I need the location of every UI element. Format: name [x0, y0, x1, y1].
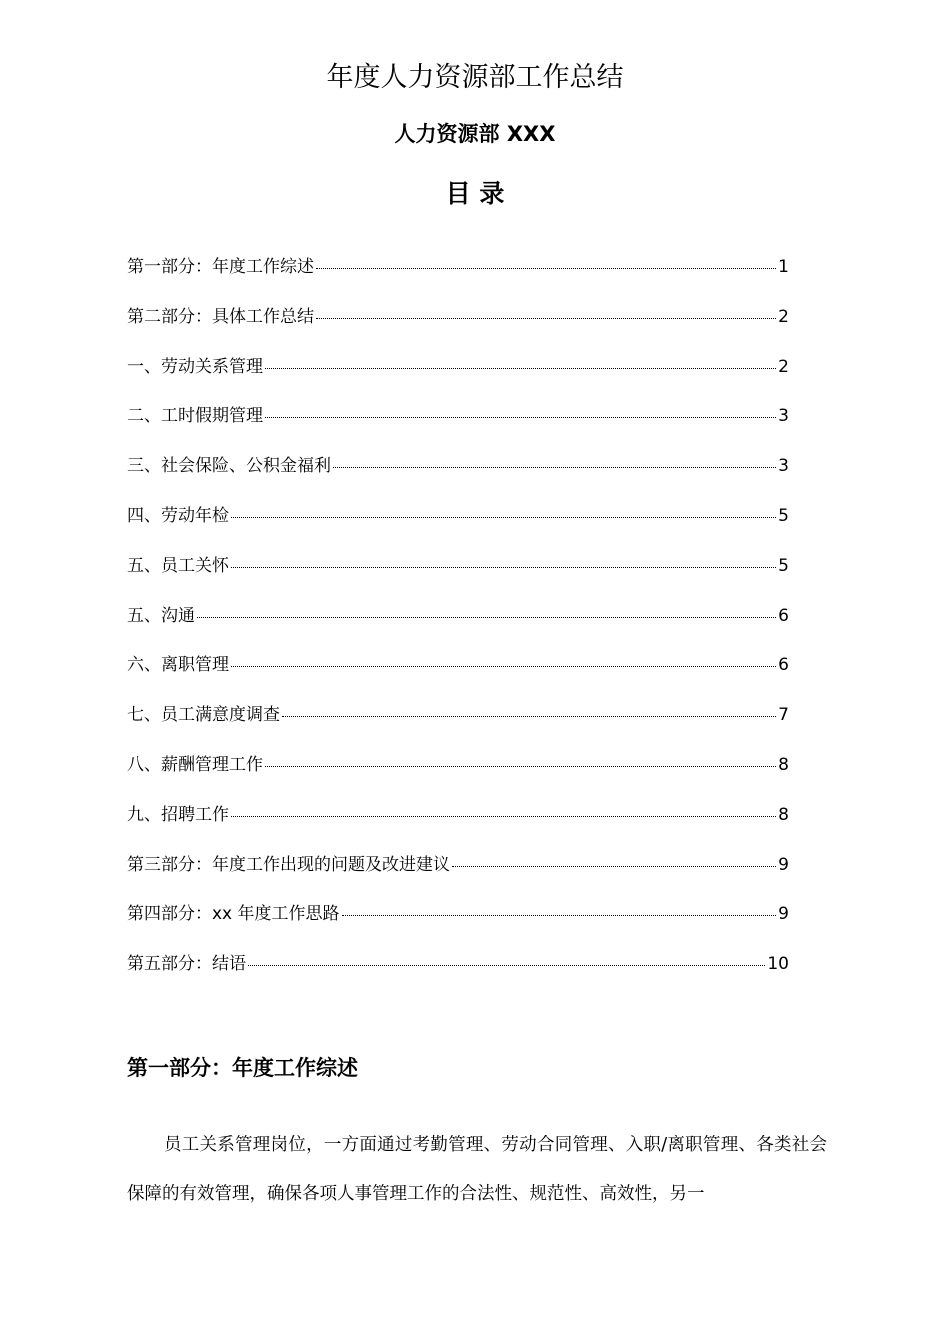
toc-entry-page: 2 [778, 306, 789, 327]
toc-entry-label: 第四部分：xx 年度工作思路 [127, 904, 340, 925]
toc-entry[interactable] [127, 350, 789, 400]
toc-entry-label: 三、社会保险、公积金福利 [127, 456, 331, 477]
toc-entry[interactable] [127, 549, 789, 599]
table-of-contents [127, 250, 789, 997]
toc-entry-label: 第三部分：年度工作出现的问题及改进建议 [127, 854, 450, 875]
toc-entry-label: 第二部分：具体工作总结 [127, 306, 314, 327]
toc-heading: 目 录 [445, 179, 505, 208]
toc-entry[interactable] [127, 250, 789, 300]
toc-entry-label: 六、离职管理 [127, 655, 229, 676]
toc-entry[interactable] [127, 399, 789, 449]
toc-leader-dots [197, 616, 776, 618]
toc-entry[interactable] [127, 449, 789, 499]
toc-entry-page: 3 [778, 456, 789, 477]
toc-leader-dots [342, 914, 777, 916]
toc-entry[interactable] [127, 300, 789, 350]
toc-leader-dots [231, 566, 776, 568]
toc-entry-page: 8 [778, 804, 789, 825]
toc-leader-dots [282, 715, 776, 717]
document-title: 年度人力资源部工作总结 [326, 62, 624, 93]
toc-leader-dots [333, 466, 776, 468]
toc-entry[interactable] [127, 848, 789, 898]
toc-entry[interactable] [127, 648, 789, 698]
toc-entry-label: 九、招聘工作 [127, 804, 229, 825]
toc-entry-label: 二、工时假期管理 [127, 406, 263, 427]
toc-entry-page: 1 [778, 257, 789, 277]
toc-leader-dots [316, 317, 776, 319]
toc-entry-page: 8 [778, 754, 789, 775]
toc-entry[interactable] [127, 499, 789, 549]
toc-entry-page: 5 [778, 555, 789, 576]
toc-leader-dots [265, 416, 776, 418]
toc-entry-label: 五、沟通 [127, 605, 195, 626]
toc-entry-page: 9 [778, 854, 789, 875]
toc-entry-page: 9 [778, 904, 789, 925]
toc-leader-dots [231, 665, 776, 667]
toc-entry-label: 七、员工满意度调查 [127, 705, 280, 726]
toc-entry-page: 3 [778, 406, 789, 427]
toc-entry-label: 第五部分：结语 [127, 954, 246, 975]
toc-leader-dots [231, 815, 776, 817]
toc-entry-label: 五、员工关怀 [127, 555, 229, 576]
toc-entry-page: 6 [778, 605, 789, 626]
toc-entry-page: 7 [778, 705, 789, 726]
toc-entry-page: 10 [767, 954, 789, 975]
toc-entry-page: 6 [778, 655, 789, 676]
toc-entry[interactable] [127, 897, 789, 947]
toc-entry[interactable] [127, 748, 789, 798]
toc-leader-dots [265, 367, 776, 369]
toc-entry-page: 2 [778, 356, 789, 377]
toc-entry[interactable] [127, 698, 789, 748]
toc-entry-label: 四、劳动年检 [127, 505, 229, 526]
section-heading: 第一部分：年度工作综述 [127, 1056, 358, 1080]
toc-entry-label: 一、劳动关系管理 [127, 356, 263, 377]
toc-leader-dots [248, 964, 765, 966]
body-paragraph: 员工关系管理岗位，一方面通过考勤管理、劳动合同管理、入职/离职管理、各类社会保障的有效管理，确保各项人事管理工作的合法性、规范性、高效性，另一 [127, 1134, 827, 1204]
toc-leader-dots [316, 267, 776, 269]
toc-entry-page: 5 [778, 505, 789, 526]
toc-entry[interactable] [127, 599, 789, 649]
toc-leader-dots [265, 765, 776, 767]
toc-entry[interactable] [127, 798, 789, 848]
toc-leader-dots [452, 865, 776, 867]
toc-entry-label: 八、薪酬管理工作 [127, 754, 263, 775]
document-subtitle: 人力资源部 XXX [394, 122, 556, 146]
toc-leader-dots [231, 516, 776, 518]
toc-entry-label: 第一部分：年度工作综述 [127, 257, 314, 277]
toc-entry[interactable] [127, 947, 789, 997]
